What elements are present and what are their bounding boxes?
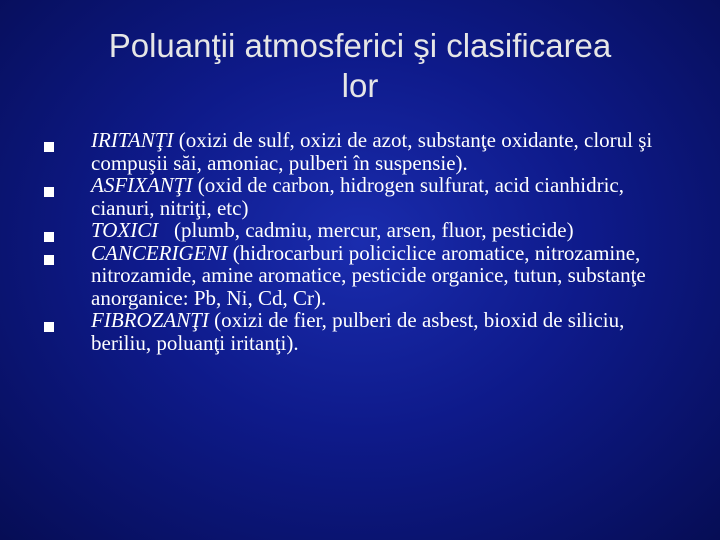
slide-title (40, 26, 680, 106)
item-text: (hidrocarburi policiclice aromatice, nitrozamine, nitrozamide, amine aromatice, pesticide organice, tutun, substanţe anorganice: Pb, Ni, Cd, Cr). (91, 240, 646, 310)
item-text: (oxid de carbon, hidrogen sulfurat, acid cianhidric, cianuri, nitriţi, etc) (91, 173, 624, 220)
title-line-2: lor (341, 67, 379, 104)
list-item (44, 242, 684, 310)
list-item (44, 219, 684, 242)
item-text: (oxizi de sulf, oxizi de azot, substanţe oxidante, clorul şi compuşii săi, amoniac, pulberi în suspensie). (91, 128, 653, 175)
item-term: TOXICI (91, 218, 159, 242)
list-item (44, 309, 684, 354)
item-term: CANCERIGENI (91, 240, 228, 265)
item-term: FIBROZANŢI (91, 308, 209, 332)
square-bullet-icon (44, 187, 54, 197)
square-bullet-icon (44, 322, 54, 332)
list-item (44, 129, 684, 174)
item-text: (oxizi de fier, pulberi de asbest, bioxid de siliciu, beriliu, poluanţi iritanţi). (91, 308, 625, 355)
item-term: IRITANŢI (91, 128, 174, 152)
square-bullet-icon (44, 232, 54, 242)
square-bullet-icon (44, 255, 54, 265)
bullet-list (44, 129, 684, 354)
square-bullet-icon (44, 142, 54, 152)
title-line-1: Poluanţii atmosferici şi clasificarea (108, 27, 612, 64)
list-item (44, 174, 684, 219)
item-term: ASFIXANŢI (91, 173, 193, 197)
item-text: (plumb, cadmiu, mercur, arsen, fluor, pesticide) (158, 218, 574, 242)
